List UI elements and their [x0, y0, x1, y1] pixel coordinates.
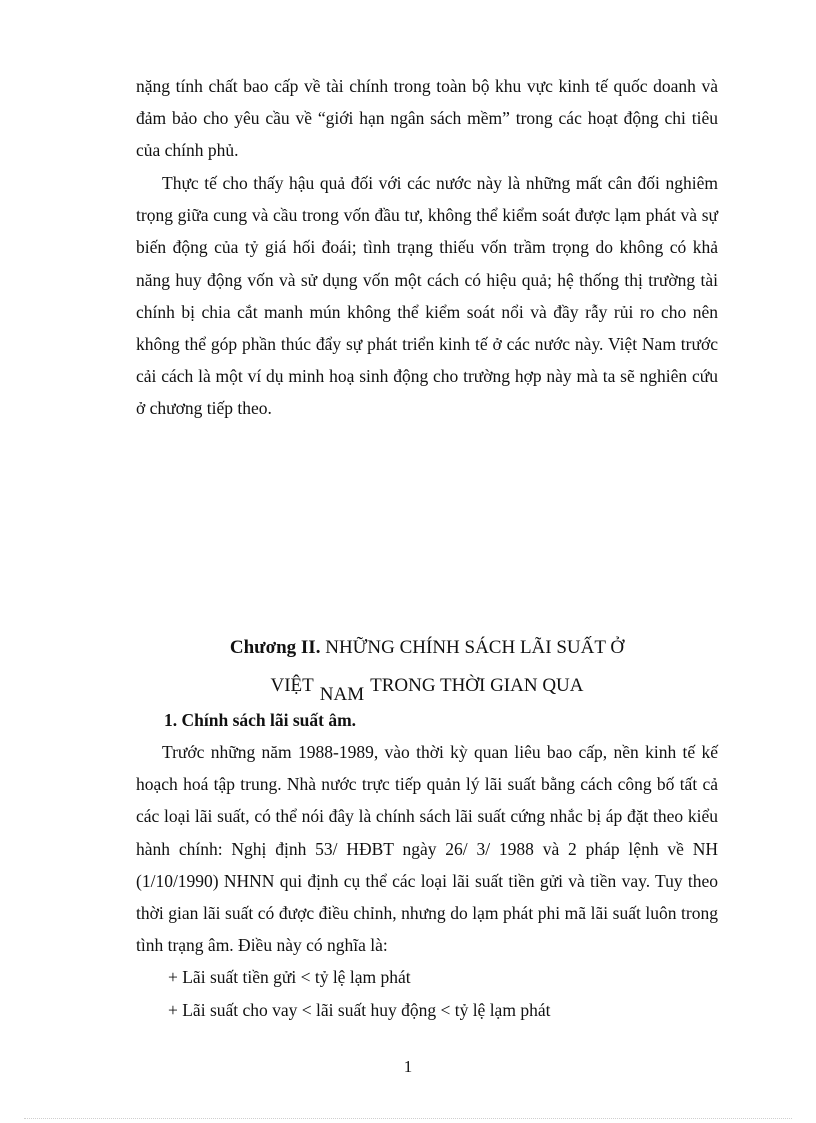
page-number: 1 — [403, 1057, 413, 1076]
chapter-title-rest: TRONG THỜI GIAN QUA — [370, 675, 584, 696]
body-paragraph-1: nặng tính chất bao cấp về tài chính trong toàn bộ khu vực kinh tế quốc doanh và đảm bảo cho yêu cầu về “giới hạn ngân sách mềm” trong các hoạt động chi tiêu của chính phủ. — [136, 76, 718, 161]
chapter-title-part-1: NHỮNG CHÍNH SÁCH LÃI SUẤT Ở — [325, 637, 625, 658]
section-heading: 1. Chính sách lãi suất âm. — [164, 710, 357, 730]
chapter-label: Chương II. — [229, 637, 321, 658]
bullet-item: + Lãi suất tiền gửi < tỷ lệ lạm phát — [168, 967, 411, 987]
section-paragraph: Trước những năm 1988-1989, vào thời kỳ quan liêu bao cấp, nền kinh tế kế hoạch hoá tập trung. Nhà nước trực tiếp quản lý lãi suất bằng cách công bố tất cả các loại lãi suất, có thể nói đây là chính sách lãi suất cứng nhắc bị áp đặt theo kiểu hành chính: Nghị định 53/ HĐBT ngày 26/ 3/ 1988 và 2 pháp lệnh về NH (1/10/1990) NHNN qui định cụ thể các loại lãi suất tiền gửi và tiền vay. Tuy theo thời gian lãi suất có được điều chỉnh, nhưng do lạm phát phi mã lãi suất luôn trong tình trạng âm. Điều này có nghĩa là: — [136, 742, 718, 956]
chapter-title-line-2 — [136, 668, 718, 704]
chapter-title-viet: VIỆT — [270, 675, 314, 696]
body-paragraph-2: Thực tế cho thấy hậu quả đối với các nước này là những mất cân đối nghiêm trọng giữa cung và cầu trong vốn đầu tư, không thể kiểm soát được lạm phát và sự biến động của tỷ giá hối đoái; tình trạng thiếu vốn trầm trọng do không có khả năng huy động vốn và sử dụng vốn một cách có hiệu quả; hệ thống thị trường tài chính bị chia cắt manh mún không thể kiểm soát nổi và đầy rẫy rủi ro cho nên không thể góp phần thúc đẩy sự phát triển kinh tế ở các nước này. Việt Nam trước cải cách là một ví dụ minh hoạ sinh động cho trường hợp này mà ta sẽ nghiên cứu ở chương tiếp theo. — [136, 173, 718, 419]
footer-divider — [24, 1118, 792, 1119]
chapter-title-nam: NAM — [319, 684, 365, 705]
chapter-title-line-1 — [136, 630, 718, 666]
bullet-item: + Lãi suất cho vay < lãi suất huy động < tỷ lệ lạm phát — [168, 1000, 551, 1020]
